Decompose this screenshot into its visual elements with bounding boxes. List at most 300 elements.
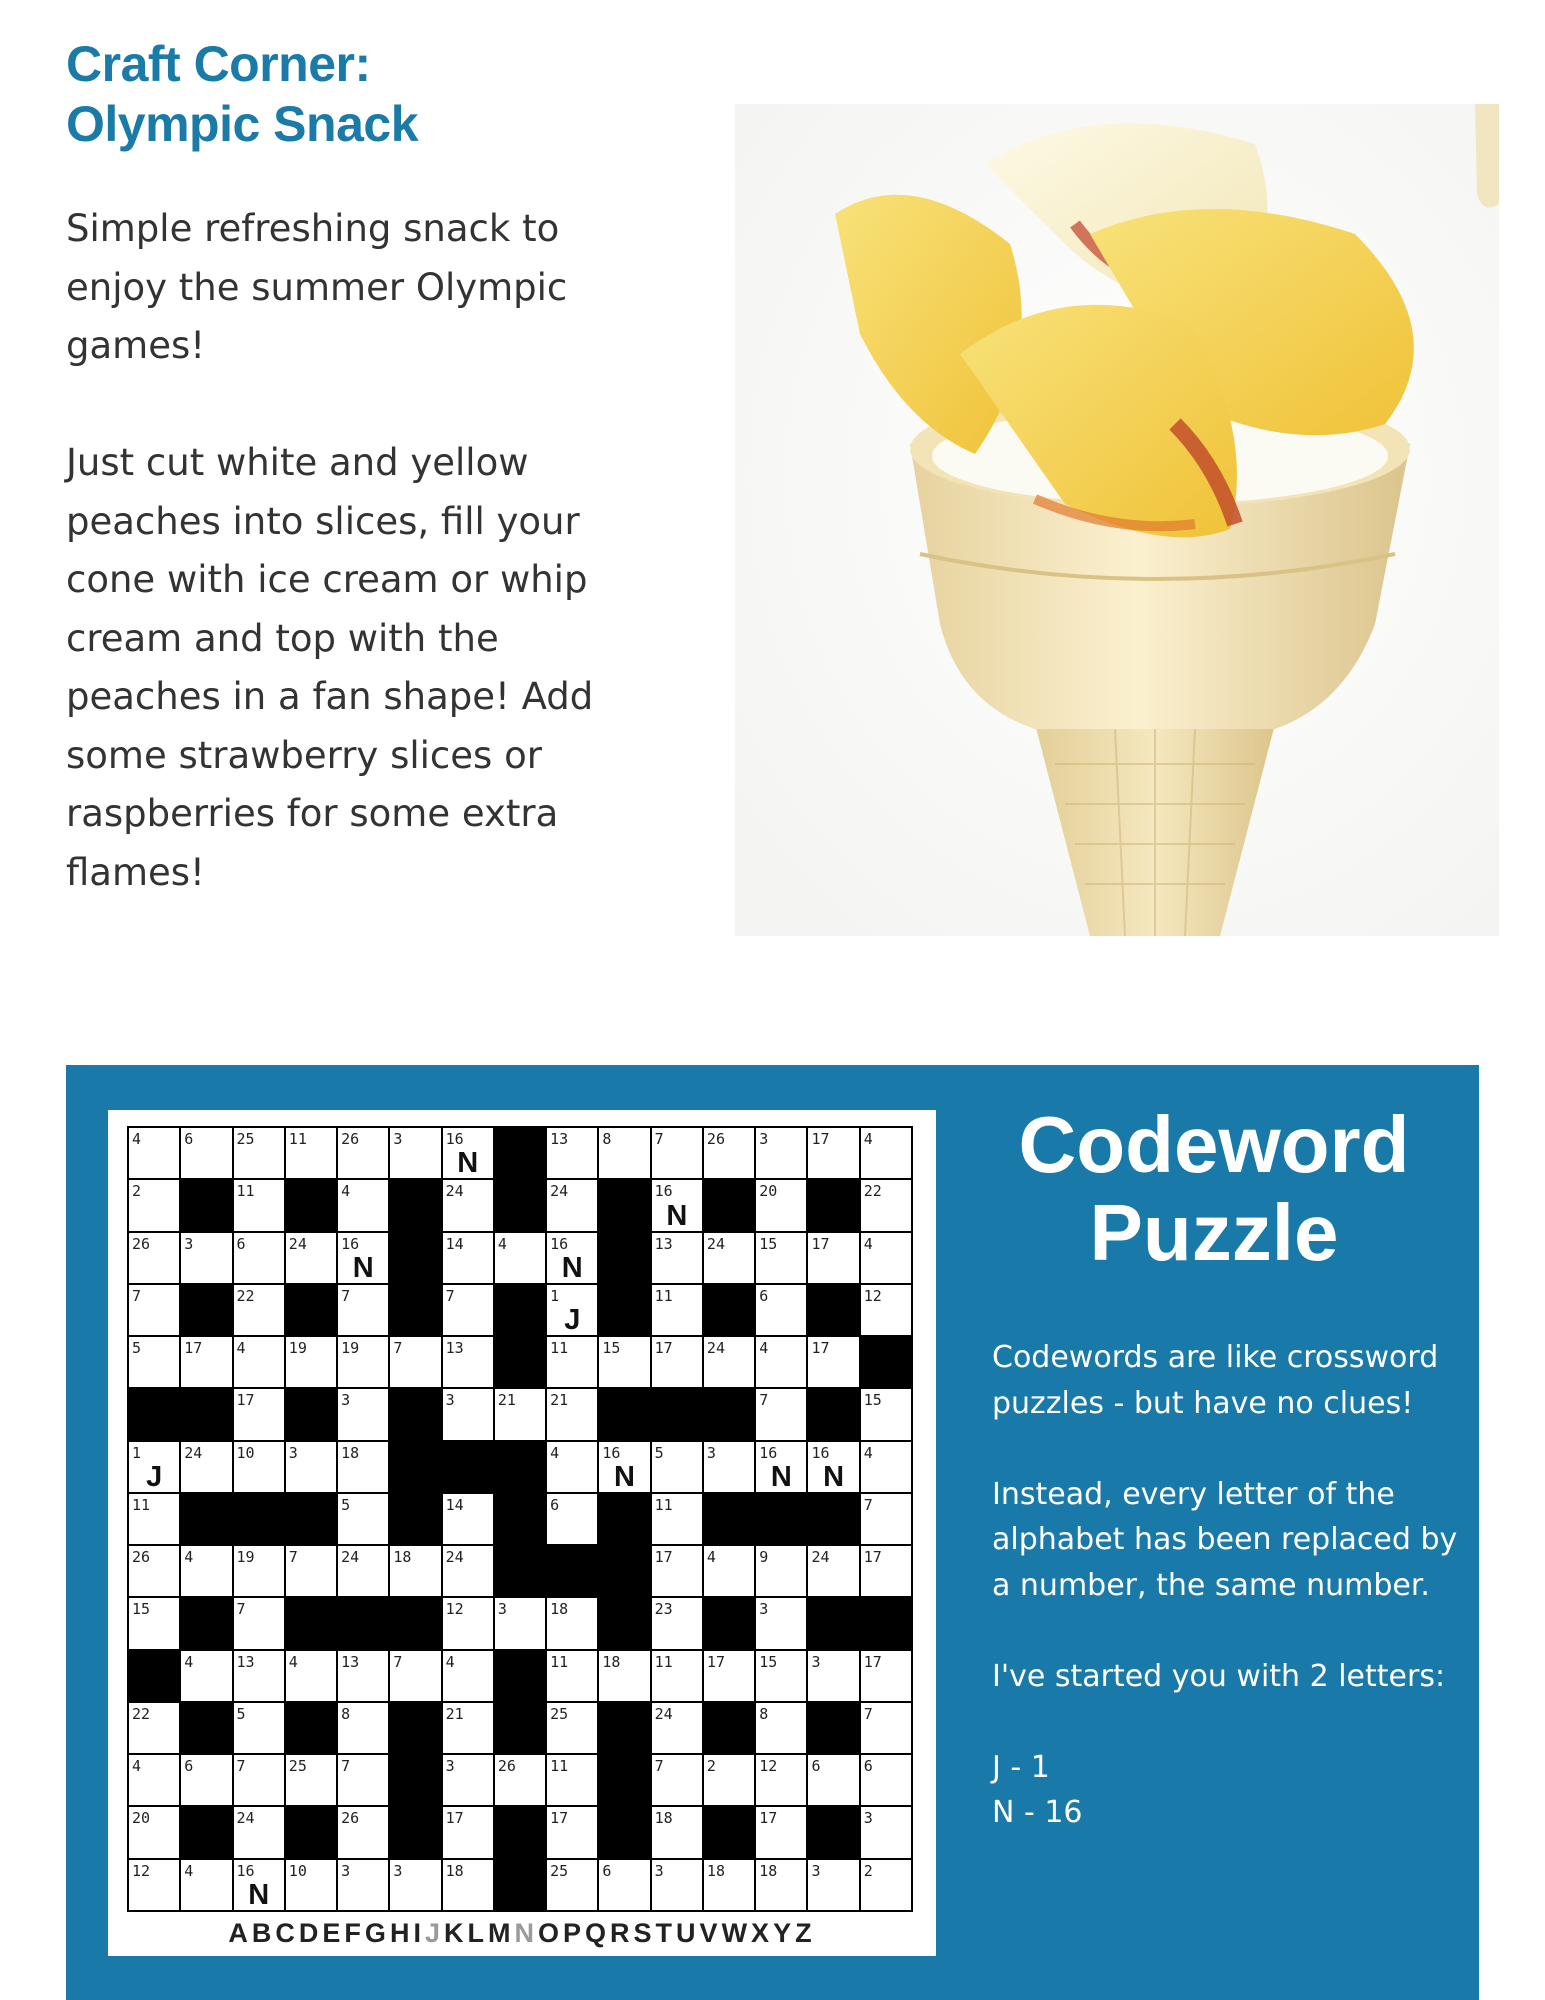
cell-number: 4	[132, 1130, 142, 1148]
cell-number: 17	[811, 1234, 830, 1253]
alphabet-letter: K	[443, 1918, 468, 1948]
grid-cell	[234, 1651, 284, 1701]
grid-cell	[338, 1494, 388, 1544]
black-cell	[390, 1598, 440, 1648]
cell-number: 15	[759, 1234, 778, 1253]
grid-cell	[443, 1755, 493, 1805]
grid-cell	[129, 1755, 179, 1805]
alphabet-letter: V	[699, 1918, 722, 1948]
grid-cell	[234, 1389, 284, 1439]
black-cell	[808, 1807, 858, 1857]
grid-cell	[338, 1755, 388, 1805]
cell-number: 7	[863, 1495, 873, 1514]
grid-cell	[547, 1389, 597, 1439]
cell-number: 16	[341, 1234, 360, 1253]
grid-cell	[286, 1546, 336, 1596]
black-cell	[599, 1180, 649, 1230]
grid-cell	[652, 1807, 702, 1857]
grid-cell	[443, 1598, 493, 1648]
black-cell	[495, 1546, 545, 1596]
alphabet-letter: J	[424, 1918, 444, 1948]
black-cell	[390, 1389, 440, 1439]
cell-number: 10	[236, 1443, 255, 1462]
cell-number: 5	[236, 1704, 246, 1723]
alphabet-letter: F	[344, 1918, 365, 1948]
cell-number: 26	[341, 1809, 360, 1828]
cell-number: 3	[759, 1600, 769, 1619]
grid-cell	[181, 1128, 231, 1178]
black-cell	[181, 1285, 231, 1335]
grid-cell	[234, 1285, 284, 1335]
craft-title	[66, 34, 418, 154]
grid-cell	[181, 1442, 231, 1492]
cell-number: 5	[341, 1495, 351, 1514]
black-cell	[599, 1494, 649, 1544]
cell-number: 24	[550, 1182, 569, 1201]
grid-cell	[234, 1807, 284, 1857]
cell-number: 3	[654, 1861, 664, 1880]
grid-cell	[861, 1651, 911, 1701]
grid-cell	[129, 1546, 179, 1596]
cell-number: 1	[550, 1286, 560, 1305]
grid-cell	[234, 1546, 284, 1596]
cell-number: 7	[863, 1704, 873, 1723]
grid-cell	[338, 1703, 388, 1753]
black-cell	[495, 1703, 545, 1753]
grid-cell	[704, 1651, 754, 1701]
cell-number: 21	[550, 1391, 569, 1410]
cell-number: 26	[132, 1548, 151, 1567]
grid-cell	[443, 1546, 493, 1596]
codeword-grid	[127, 1126, 913, 1912]
cell-number: 6	[811, 1757, 821, 1776]
cell-number: 17	[863, 1652, 882, 1671]
cell-number: 4	[132, 1757, 142, 1776]
grid-cell	[599, 1128, 649, 1178]
cell-number: 8	[759, 1704, 769, 1723]
cell-number: 12	[863, 1286, 882, 1305]
grid-cell	[443, 1180, 493, 1230]
grid-cell	[652, 1755, 702, 1805]
cell-number: 4	[497, 1234, 507, 1253]
cell-number: 11	[550, 1339, 569, 1358]
cell-number: 16	[236, 1861, 255, 1880]
cell-number: 24	[236, 1809, 255, 1828]
black-cell	[704, 1389, 754, 1439]
cell-letter: N	[352, 1251, 374, 1284]
black-cell	[704, 1285, 754, 1335]
black-cell	[181, 1389, 231, 1439]
cell-number: 21	[445, 1704, 464, 1723]
black-cell	[599, 1755, 649, 1805]
black-cell	[181, 1180, 231, 1230]
cell-number: 2	[132, 1182, 142, 1201]
grid-cell	[704, 1128, 754, 1178]
black-cell	[234, 1494, 284, 1544]
grid-cell	[861, 1285, 911, 1335]
cell-number: 24	[706, 1339, 725, 1358]
grid-cell	[338, 1807, 388, 1857]
cell-number: 4	[184, 1652, 194, 1671]
cell-number: 17	[236, 1391, 255, 1410]
grid-cell	[652, 1180, 702, 1230]
grid-cell	[861, 1860, 911, 1910]
grid-cell	[338, 1546, 388, 1596]
cell-number: 10	[288, 1861, 307, 1880]
cell-number: 7	[236, 1757, 246, 1776]
grid-cell	[181, 1755, 231, 1805]
cell-number: 6	[863, 1757, 873, 1776]
grid-cell	[547, 1128, 597, 1178]
black-cell	[390, 1180, 440, 1230]
cell-number: 6	[184, 1130, 194, 1148]
grid-cell	[861, 1128, 911, 1178]
black-cell	[181, 1494, 231, 1544]
cell-number: 3	[759, 1130, 769, 1148]
cell-number: 26	[132, 1234, 151, 1253]
cell-number: 4	[550, 1443, 560, 1462]
codeword-title-line2: Puzzle	[1089, 1188, 1339, 1277]
grid-cell	[704, 1337, 754, 1387]
grid-cell	[181, 1546, 231, 1596]
cell-number: 16	[445, 1130, 464, 1148]
black-cell	[495, 1337, 545, 1387]
cell-number: 4	[341, 1182, 351, 1201]
cell-number: 26	[497, 1757, 516, 1776]
cell-number: 15	[602, 1339, 621, 1358]
black-cell	[599, 1807, 649, 1857]
black-cell	[599, 1546, 649, 1596]
craft-title-line1: Craft Corner:	[66, 36, 371, 92]
grid-cell	[861, 1442, 911, 1492]
grid-cell	[234, 1337, 284, 1387]
cell-number: 17	[445, 1809, 464, 1828]
cell-number: 3	[341, 1861, 351, 1880]
cell-number: 11	[288, 1130, 307, 1148]
cell-number: 12	[759, 1757, 778, 1776]
cell-number: 11	[236, 1182, 255, 1201]
black-cell	[808, 1180, 858, 1230]
black-cell	[547, 1546, 597, 1596]
grid-cell	[390, 1128, 440, 1178]
black-cell	[390, 1807, 440, 1857]
grid-cell	[443, 1807, 493, 1857]
grid-cell	[652, 1703, 702, 1753]
cell-number: 4	[706, 1548, 716, 1567]
grid-cell	[756, 1651, 806, 1701]
grid-cell	[443, 1651, 493, 1701]
hint-n: N - 16	[992, 1795, 1083, 1830]
cell-number: 25	[550, 1704, 569, 1723]
cell-number: 6	[759, 1286, 769, 1305]
black-cell	[181, 1703, 231, 1753]
cell-number: 20	[759, 1182, 778, 1201]
grid-cell	[547, 1807, 597, 1857]
cell-number: 22	[132, 1704, 151, 1723]
cell-number: 11	[550, 1652, 569, 1671]
black-cell	[495, 1860, 545, 1910]
cell-number: 17	[811, 1130, 830, 1148]
cell-number: 15	[132, 1600, 151, 1619]
cell-letter: N	[770, 1460, 792, 1493]
cell-number: 6	[550, 1495, 560, 1514]
cell-number: 16	[654, 1182, 673, 1201]
cell-number: 5	[132, 1339, 142, 1358]
cell-number: 11	[132, 1495, 151, 1514]
cell-number: 24	[184, 1443, 203, 1462]
grid-cell	[861, 1755, 911, 1805]
alphabet-letter: Z	[795, 1918, 816, 1948]
alphabet-letter: Y	[773, 1918, 796, 1948]
grid-cell	[286, 1860, 336, 1910]
cell-number: 13	[236, 1652, 255, 1671]
black-cell	[599, 1389, 649, 1439]
black-cell	[704, 1598, 754, 1648]
grid-cell	[234, 1598, 284, 1648]
grid-cell	[129, 1807, 179, 1857]
cell-number: 3	[863, 1809, 873, 1828]
grid-cell	[808, 1337, 858, 1387]
grid-cell	[599, 1337, 649, 1387]
cell-number: 11	[550, 1757, 569, 1776]
black-cell	[286, 1807, 336, 1857]
alphabet-key	[108, 1918, 936, 1949]
cell-number: 3	[811, 1652, 821, 1671]
grid-cell	[234, 1755, 284, 1805]
black-cell	[495, 1442, 545, 1492]
grid-cell	[808, 1651, 858, 1701]
black-cell	[599, 1598, 649, 1648]
grid-cell	[338, 1180, 388, 1230]
black-cell	[861, 1598, 911, 1648]
grid-cell	[756, 1128, 806, 1178]
grid-cell	[338, 1860, 388, 1910]
grid-cell	[547, 1598, 597, 1648]
grid-cell	[861, 1494, 911, 1544]
cell-number: 23	[654, 1600, 673, 1619]
grid-cell	[495, 1389, 545, 1439]
cell-number: 4	[445, 1652, 455, 1671]
cell-number: 16	[811, 1443, 830, 1462]
alphabet-letter: B	[251, 1918, 276, 1948]
grid-cell	[704, 1233, 754, 1283]
cell-number: 4	[184, 1548, 194, 1567]
cell-number: 13	[654, 1234, 673, 1253]
grid-cell	[286, 1755, 336, 1805]
grid-cell	[547, 1442, 597, 1492]
black-cell	[495, 1180, 545, 1230]
codeword-title-line1: Codeword	[1018, 1100, 1410, 1189]
black-cell	[495, 1651, 545, 1701]
cell-number: 14	[445, 1234, 464, 1253]
grid-cell	[756, 1389, 806, 1439]
cell-number: 3	[393, 1130, 403, 1148]
cell-number: 18	[550, 1600, 569, 1619]
grid-cell	[704, 1546, 754, 1596]
black-cell	[181, 1807, 231, 1857]
black-cell	[652, 1389, 702, 1439]
grid-cell	[704, 1442, 754, 1492]
cell-number: 12	[445, 1600, 464, 1619]
grid-cell	[756, 1755, 806, 1805]
cell-number: 3	[497, 1600, 507, 1619]
grid-cell	[652, 1598, 702, 1648]
grid-cell	[234, 1233, 284, 1283]
black-cell	[390, 1494, 440, 1544]
grid-cell	[861, 1180, 911, 1230]
grid-cell	[652, 1860, 702, 1910]
cell-number: 2	[863, 1861, 873, 1880]
peach-ice-cream-cone-photo	[735, 104, 1499, 936]
grid-cell	[547, 1651, 597, 1701]
alphabet-letter: R	[610, 1918, 634, 1948]
grid-cell	[495, 1233, 545, 1283]
cell-number: 1	[132, 1443, 142, 1462]
alphabet-letter: G	[364, 1918, 390, 1948]
cell-number: 6	[602, 1861, 612, 1880]
cell-number: 26	[706, 1130, 725, 1148]
alphabet-letter: S	[633, 1918, 656, 1948]
cell-number: 3	[445, 1391, 455, 1410]
grid-cell	[234, 1180, 284, 1230]
grid-cell	[129, 1285, 179, 1335]
cell-number: 17	[863, 1548, 882, 1567]
grid-cell	[234, 1128, 284, 1178]
craft-title-line2: Olympic Snack	[66, 96, 418, 152]
grid-cell	[599, 1651, 649, 1701]
cell-number: 4	[863, 1234, 873, 1253]
cell-number: 11	[654, 1495, 673, 1514]
grid-cell	[808, 1546, 858, 1596]
grid-cell	[756, 1598, 806, 1648]
cell-letter: N	[614, 1460, 635, 1493]
cell-number: 16	[759, 1443, 778, 1462]
black-cell	[808, 1598, 858, 1648]
black-cell	[390, 1442, 440, 1492]
alphabet-letter: T	[655, 1918, 677, 1948]
grid-cell	[652, 1128, 702, 1178]
alphabet-letter: M	[487, 1918, 515, 1948]
codeword-intro: Codewords are like crossword puzzles - but have no clues!	[992, 1340, 1439, 1421]
grid-cell	[338, 1285, 388, 1335]
black-cell	[390, 1285, 440, 1335]
grid-cell	[652, 1546, 702, 1596]
cell-number: 5	[654, 1443, 664, 1462]
black-cell	[443, 1442, 493, 1492]
alphabet-letter: H	[389, 1918, 414, 1948]
black-cell	[129, 1651, 179, 1701]
codeword-explanation: Instead, every letter of the alphabet has been replaced by a number, the same number.	[992, 1476, 1458, 1603]
grid-cell	[547, 1285, 597, 1335]
black-cell	[704, 1180, 754, 1230]
cell-number: 4	[184, 1861, 194, 1880]
grid-cell	[547, 1494, 597, 1544]
grid-cell	[756, 1860, 806, 1910]
grid-cell	[338, 1233, 388, 1283]
cell-number: 7	[654, 1130, 664, 1148]
grid-cell	[443, 1285, 493, 1335]
grid-cell	[443, 1233, 493, 1283]
grid-cell	[756, 1337, 806, 1387]
cell-letter: N	[666, 1199, 688, 1232]
grid-cell	[652, 1233, 702, 1283]
grid-cell	[129, 1128, 179, 1178]
cell-number: 7	[236, 1600, 246, 1619]
grid-cell	[129, 1180, 179, 1230]
cell-number: 19	[288, 1339, 307, 1358]
grid-cell	[704, 1755, 754, 1805]
codeword-started: I've started you with 2 letters:	[992, 1658, 1446, 1694]
black-cell	[599, 1233, 649, 1283]
black-cell	[495, 1285, 545, 1335]
cell-number: 24	[811, 1548, 830, 1567]
grid-cell	[547, 1755, 597, 1805]
grid-cell	[756, 1442, 806, 1492]
black-cell	[808, 1494, 858, 1544]
black-cell	[286, 1494, 336, 1544]
cell-number: 14	[445, 1495, 464, 1514]
cell-number: 7	[654, 1757, 664, 1776]
grid-cell	[652, 1651, 702, 1701]
grid-cell	[129, 1703, 179, 1753]
cell-number: 17	[706, 1652, 725, 1671]
cell-number: 25	[236, 1130, 255, 1148]
cell-number: 18	[759, 1861, 778, 1880]
alphabet-letter: E	[322, 1918, 345, 1948]
cell-number: 4	[236, 1339, 246, 1358]
cell-number: 17	[654, 1339, 673, 1358]
grid-cell	[652, 1442, 702, 1492]
alphabet-letter: N	[514, 1918, 538, 1948]
codeword-hints	[992, 1745, 1462, 1836]
grid-cell	[390, 1860, 440, 1910]
cell-number: 7	[341, 1286, 351, 1305]
cell-number: 24	[706, 1234, 725, 1253]
cell-number: 13	[445, 1339, 464, 1358]
alphabet-letter: W	[721, 1918, 752, 1948]
cell-letter: N	[561, 1251, 583, 1284]
grid-cell	[756, 1546, 806, 1596]
cell-number: 7	[288, 1548, 298, 1567]
black-cell	[181, 1598, 231, 1648]
grid-cell	[234, 1442, 284, 1492]
cell-number: 3	[341, 1391, 351, 1410]
codeword-instructions	[992, 1335, 1462, 1836]
cell-number: 8	[602, 1130, 612, 1148]
black-cell	[808, 1389, 858, 1439]
grid-cell	[181, 1337, 231, 1387]
cell-number: 24	[654, 1704, 673, 1723]
grid-cell	[495, 1755, 545, 1805]
grid-cell	[338, 1337, 388, 1387]
black-cell	[495, 1807, 545, 1857]
codeword-title	[994, 1101, 1434, 1277]
craft-description	[66, 200, 606, 902]
grid-cell	[547, 1860, 597, 1910]
grid-cell	[547, 1233, 597, 1283]
alphabet-letter: U	[676, 1918, 700, 1948]
black-cell	[808, 1285, 858, 1335]
cell-number: 21	[497, 1391, 516, 1410]
grid-cell	[338, 1442, 388, 1492]
cell-number: 7	[759, 1391, 769, 1410]
cell-number: 4	[759, 1339, 769, 1358]
cell-number: 18	[602, 1652, 621, 1671]
grid-cell	[286, 1233, 336, 1283]
cell-number: 18	[654, 1809, 673, 1828]
black-cell	[338, 1598, 388, 1648]
cell-letter: N	[823, 1460, 845, 1493]
